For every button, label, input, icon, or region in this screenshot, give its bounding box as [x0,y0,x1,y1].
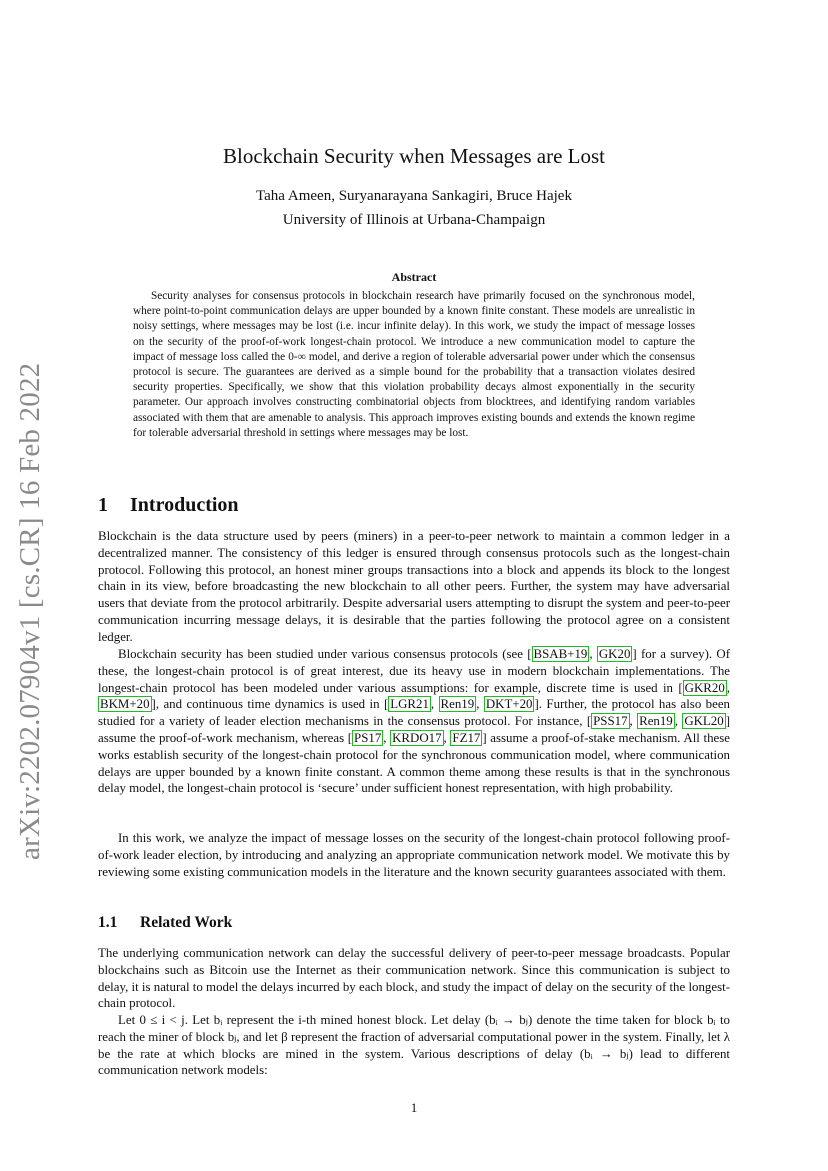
page-number: 1 [410,1100,418,1115]
paragraph-intro-1: Blockchain is the data structure used by peers (miners) in a peer-to-peer network to maintain a common ledger in a decentralized manner. The consistency of this ledger is ensured through consensus protocols such as the longest-chain protocol. Following this protocol, an honest miner groups transactions into a block and appends its block to the longest chain in its view, before broadcasting the new blockchain to all other peers. Further, the system may have adversarial users that deviate from the protocol arbitrarily. Despite adversarial users attempting to disrupt the system and peer-to-peer communication incurring message delays, it is desirable that the parties following the protocol agree on a consistent ledger. [98,529,730,644]
citation-link[interactable]: LGR21 [390,697,429,712]
text-run: Blockchain security has been studied under various consensus protocols (see [118,647,528,661]
text-run: , [589,647,597,661]
citation-link[interactable]: BKM+20 [100,697,150,712]
paragraph-related-1: The underlying communication network can delay the successful delivery of peer-to-peer message broadcasts. Popular blockchains such as Bitcoin use the Internet as their communication network. Since this communication is subject to delay, it is natural to model the delays incurred by each block, and study the impact of delay on the security of the longest-chain protocol. [98,946,730,1011]
subsection-heading-related-work [98,914,232,932]
text-run: assume a proof-of-stake mechanism. All these works establish security of the longest-chain protocol for the synchronous communication model, where communication delays are upper bounded by a known finite constant. A common theme among these results is that in the synchronous delay model, the longest-chain protocol is ‘secure’ under sufficient honest representation, with high probability. [98,730,730,796]
text-run: , [383,730,391,745]
abstract-heading: Abstract [391,270,437,284]
text-run: . Further, the protocol has also been studied for a variety of leader election mechanisms in the consensus protocol. For instance, [98,697,730,729]
text-run: , [443,730,451,745]
text-run: , [629,714,638,729]
section-title: Introduction [130,494,239,516]
citation-link[interactable]: PS17 [354,730,382,745]
paragraph-intro-3: In this work, we analyze the impact of message losses on the security of the longest-chain protocol following proof-of-work leader election, by introducing and analyzing an appropriate communication network model. We motivate this by reviewing some existing communication models in the literature and the known security guarantees associated with them. [98,831,730,879]
text-run: assume the proof-of-work mechanism, whereas [98,730,348,745]
citation-link[interactable]: DKT+20 [485,697,533,712]
text-run: , and continuous time dynamics is used in [155,697,384,712]
citation-link[interactable]: GKR20 [684,680,725,695]
subsection-number: 1.1 [98,914,118,931]
arxiv-identifier: arXiv:2202.07904v1 [cs.CR] 16 Feb 2022 [14,362,46,860]
subsection-title: Related Work [140,914,233,931]
citation-link[interactable]: BSAB+19 [533,647,588,661]
text-run: , [726,680,730,695]
text-run: , [476,697,484,712]
paragraph-related-2: Let 0 ≤ i < j. Let bᵢ represent the i-th mined honest block. Let delay (bᵢ → bⱼ) denote the time taken for block bᵢ to reach the miner of block bⱼ, and let β represent the fraction of adversarial computational power in the system. Finally, let λ be the rate at which blocks are mined in the system. Various descriptions of delay (bᵢ → bⱼ) lead to different communication network models: [98,1013,730,1078]
citation-link[interactable]: KRDO17 [392,730,442,745]
citation-link[interactable]: FZ17 [452,730,481,745]
citation-link[interactable]: Ren19 [440,697,475,712]
citation-link[interactable]: GK20 [598,647,631,661]
text-run: for a survey). Of these, the longest-chain protocol is of great interest, due its heavy use in modern blockchain implementations. The longest-chain protocol has been modeled under various assumptions: for example, discrete time is used in [98,647,730,695]
section-heading-introduction [98,494,239,517]
citation-link[interactable]: PSS17 [593,714,628,729]
abstract-text: Security analyses for consensus protocols in blockchain research have primarily focused on the synchronous model, where point-to-point communication delays are upper bounded by a known finite constant. These models are unrealistic in noisy settings, where messages may be lost (i.e. incur infinite delay). In this work, we study the impact of message losses on the security of the proof-of-work longest-chain protocol. We introduce a new communication model to capture the impact of message loss called the 0-∞ model, and derive a region of tolerable adversarial power under which the consensus protocol is secure. The guarantees are derived as a simple bound for the probability that a transaction violates desired security properties. Specifically, we show that this violation probability decays almost exponentially in the security parameter. Our approach involves constructing combinatorial objects from blocktrees, and identifying random variables associated with them that are amenable to analysis. This approach improves existing bounds and extends the known regime for tolerable adversarial threshold in settings where messages may be lost. [133,290,695,439]
paper-authors: Taha Ameen, Suryanarayana Sankagiri, Bruce Hajek [256,188,572,204]
citation-link[interactable]: Ren19 [639,714,673,729]
text-run: , [430,697,439,712]
paragraph-intro-2: Blockchain security has been studied under various consensus protocols (see [ BSAB+19 , GK20 ] for a survey). Of these, the longest-chain protocol is of great interest, due its heavy use in modern blockchain implementations. The longest-chain protocol has been modeled under various assumptions: for example, discrete time is used in [ GKR20 , BKM+20 ], and continuous time dynamics is used in [ LGR21 , Ren19 , DKT+20 ]. Further, the protocol has also been studied for a variety of leader election mechanisms in the consensus protocol. For instance, [ PSS17 , Ren19 , GKL20 ] assume the proof-of-work mechanism, whereas [ PS17 , KRDO17 , FZ17 ] assume a proof-of-stake mechanism. All these works establish security of the longest-chain protocol for the synchronous communication model, where communication delays are upper bounded by a known finite constant. A common theme among these results is that in the synchronous delay model, the longest-chain protocol is ‘secure’ under sufficient honest representation, with high probability. [98,647,730,796]
paper-title: Blockchain Security when Messages are Lost [223,144,605,168]
section-number: 1 [98,494,108,516]
paper-affiliation: University of Illinois at Urbana-Champaign [282,212,546,228]
text-run: , [674,714,683,729]
citation-link[interactable]: GKL20 [684,714,724,729]
